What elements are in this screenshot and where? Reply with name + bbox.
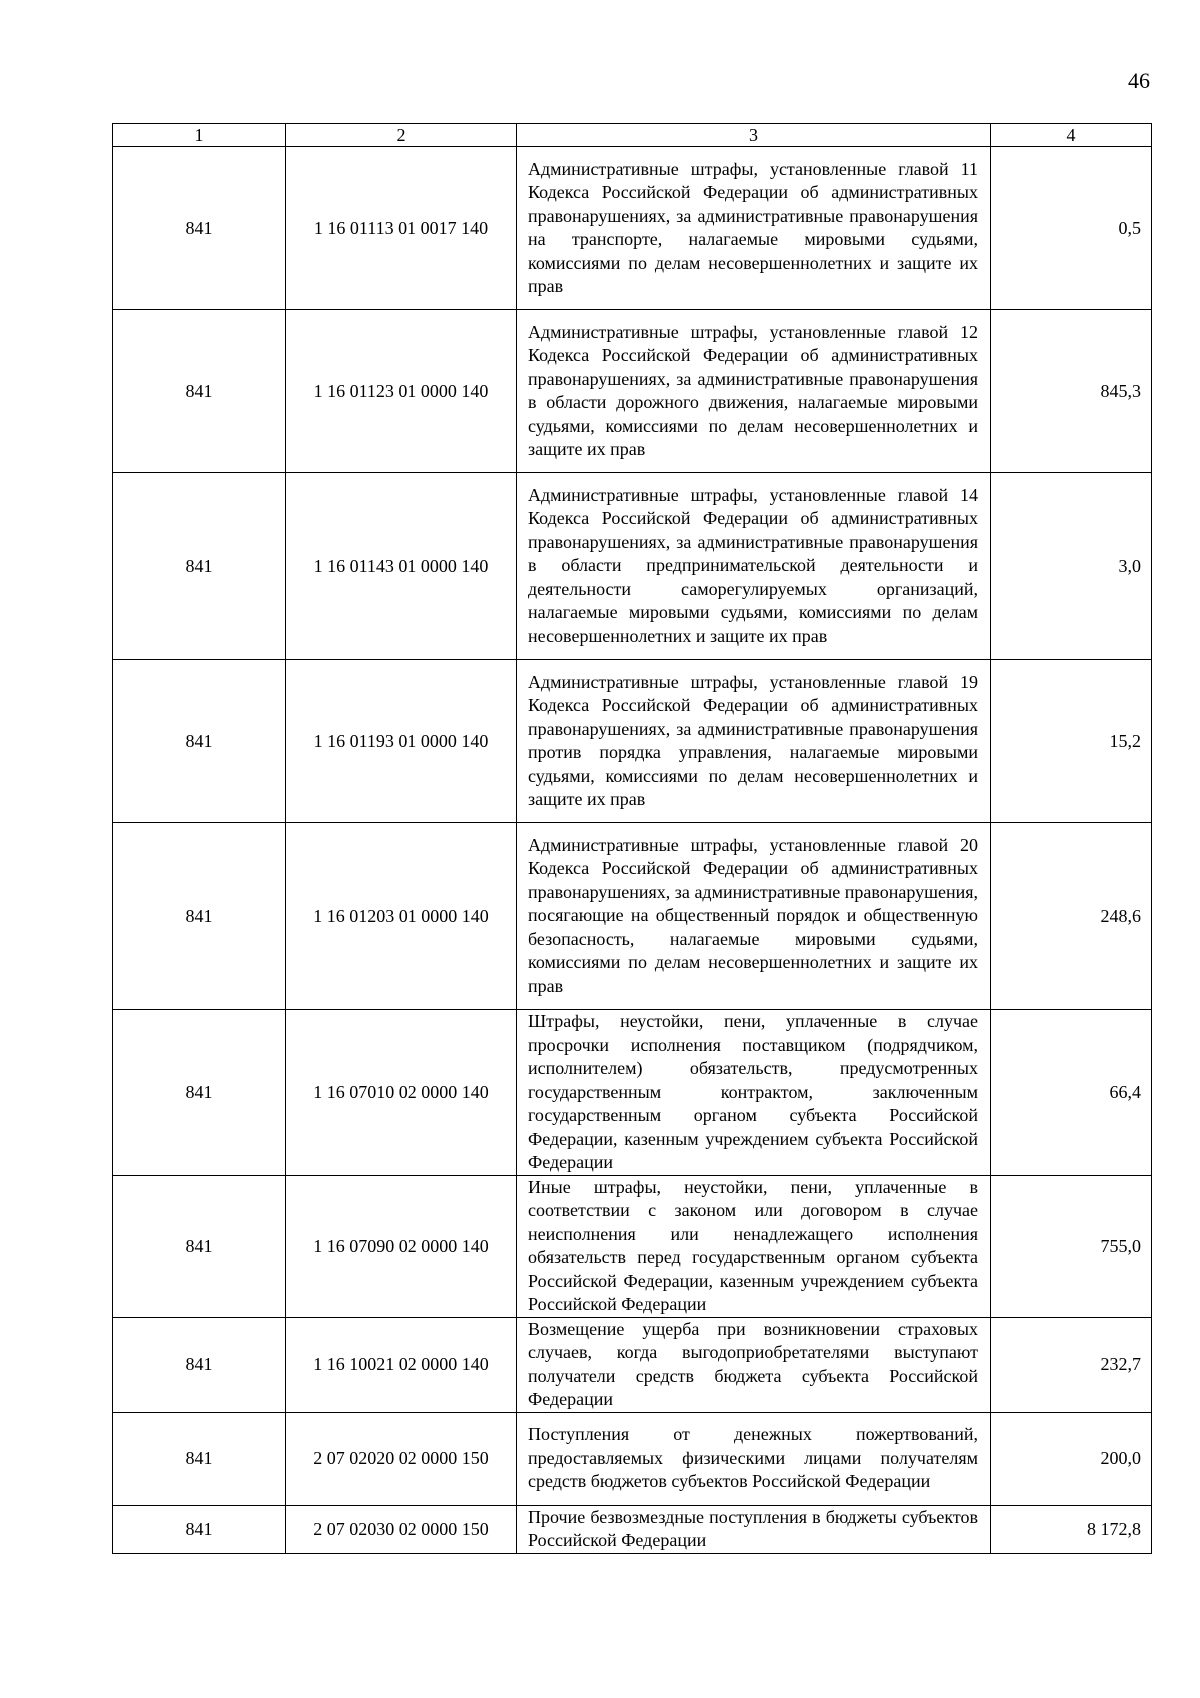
- description-cell: Административные штрафы, установленные главой 11 Кодекса Российской Федерации об административных правонарушениях, за административные правонарушения на транспорте, налагаемые мировыми судьями, комиссиями по делам несовершеннолетних и защите их прав: [517, 147, 991, 310]
- table-row: [113, 310, 1152, 473]
- budget-code-cell: 1 16 01113 01 0017 140: [286, 147, 517, 310]
- admin-code-cell: 841: [113, 1412, 286, 1505]
- amount-cell: 3,0: [991, 473, 1152, 660]
- budget-code-cell: 2 07 02030 02 0000 150: [286, 1505, 517, 1553]
- table-body: [113, 124, 1152, 1554]
- admin-code-cell: 841: [113, 660, 286, 823]
- admin-code-cell: 841: [113, 1010, 286, 1176]
- description-cell: Прочие безвозмездные поступления в бюджеты субъектов Российской Федерации: [517, 1505, 991, 1553]
- budget-code-cell: 1 16 01203 01 0000 140: [286, 823, 517, 1010]
- budget-code-cell: 1 16 07090 02 0000 140: [286, 1175, 517, 1317]
- table-row: [113, 660, 1152, 823]
- table-row: [113, 473, 1152, 660]
- admin-code-cell: 841: [113, 473, 286, 660]
- admin-code-cell: 841: [113, 1175, 286, 1317]
- amount-cell: 8 172,8: [991, 1505, 1152, 1553]
- amount-cell: 248,6: [991, 823, 1152, 1010]
- description-cell: Поступления от денежных пожертвований, предоставляемых физическими лицами получателям средств бюджетов субъектов Российской Федерации: [517, 1412, 991, 1505]
- table-header-row: [113, 124, 1152, 147]
- amount-cell: 66,4: [991, 1010, 1152, 1176]
- amount-cell: 0,5: [991, 147, 1152, 310]
- budget-code-cell: 1 16 10021 02 0000 140: [286, 1317, 517, 1412]
- description-cell: Административные штрафы, установленные главой 20 Кодекса Российской Федерации об административных правонарушениях, за административные правонарушения, посягающие на общественный порядок и общественную безопасность, налагаемые мировыми судьями, комиссиями по делам несовершеннолетних и защите их прав: [517, 823, 991, 1010]
- table-row: [113, 1505, 1152, 1553]
- budget-code-cell: 1 16 01143 01 0000 140: [286, 473, 517, 660]
- header-cell-3: 3: [517, 124, 991, 147]
- admin-code-cell: 841: [113, 823, 286, 1010]
- table-row: [113, 1317, 1152, 1412]
- budget-code-cell: 1 16 07010 02 0000 140: [286, 1010, 517, 1176]
- description-cell: Административные штрафы, установленные главой 12 Кодекса Российской Федерации об административных правонарушениях, за административные правонарушения в области дорожного движения, налагаемые мировыми судьями, комиссиями по делам несовершеннолетних и защите их прав: [517, 310, 991, 473]
- table-row: [113, 147, 1152, 310]
- revenue-table: [112, 123, 1152, 1554]
- table-row: [113, 823, 1152, 1010]
- description-cell: Административные штрафы, установленные главой 14 Кодекса Российской Федерации об административных правонарушениях, за административные правонарушения в области предпринимательской деятельности и деятельности саморегулируемых организаций, налагаемые мировыми судьями, комиссиями по делам несовершеннолетних и защите их прав: [517, 473, 991, 660]
- page-number: 46: [1128, 68, 1150, 93]
- amount-cell: 200,0: [991, 1412, 1152, 1505]
- budget-code-cell: 1 16 01193 01 0000 140: [286, 660, 517, 823]
- admin-code-cell: 841: [113, 1505, 286, 1553]
- amount-cell: 15,2: [991, 660, 1152, 823]
- description-cell: Штрафы, неустойки, пени, уплаченные в случае просрочки исполнения поставщиком (подрядчиком, исполнителем) обязательств, предусмотренных государственным контрактом, заключенным государственным органом субъекта Российской Федерации, казенным учреждением субъекта Российской Федерации: [517, 1010, 991, 1176]
- table-row: [113, 1010, 1152, 1176]
- header-cell-2: 2: [286, 124, 517, 147]
- admin-code-cell: 841: [113, 310, 286, 473]
- amount-cell: 755,0: [991, 1175, 1152, 1317]
- header-cell-4: 4: [991, 124, 1152, 147]
- description-cell: Возмещение ущерба при возникновении страховых случаев, когда выгодоприобретателями выступают получатели средств бюджета субъекта Российской Федерации: [517, 1317, 991, 1412]
- description-cell: Административные штрафы, установленные главой 19 Кодекса Российской Федерации об административных правонарушениях, за административные правонарушения против порядка управления, налагаемые мировыми судьями, комиссиями по делам несовершеннолетних и защите их прав: [517, 660, 991, 823]
- table-row: [113, 1412, 1152, 1505]
- amount-cell: 845,3: [991, 310, 1152, 473]
- budget-code-cell: 1 16 01123 01 0000 140: [286, 310, 517, 473]
- amount-cell: 232,7: [991, 1317, 1152, 1412]
- description-cell: Иные штрафы, неустойки, пени, уплаченные в соответствии с законом или договором в случае неисполнения или ненадлежащего исполнения обязательств перед государственным органом субъекта Российской Федерации, казенным учреждением субъекта Российской Федерации: [517, 1175, 991, 1317]
- header-cell-1: 1: [113, 124, 286, 147]
- admin-code-cell: 841: [113, 1317, 286, 1412]
- table-row: [113, 1175, 1152, 1317]
- budget-code-cell: 2 07 02020 02 0000 150: [286, 1412, 517, 1505]
- admin-code-cell: 841: [113, 147, 286, 310]
